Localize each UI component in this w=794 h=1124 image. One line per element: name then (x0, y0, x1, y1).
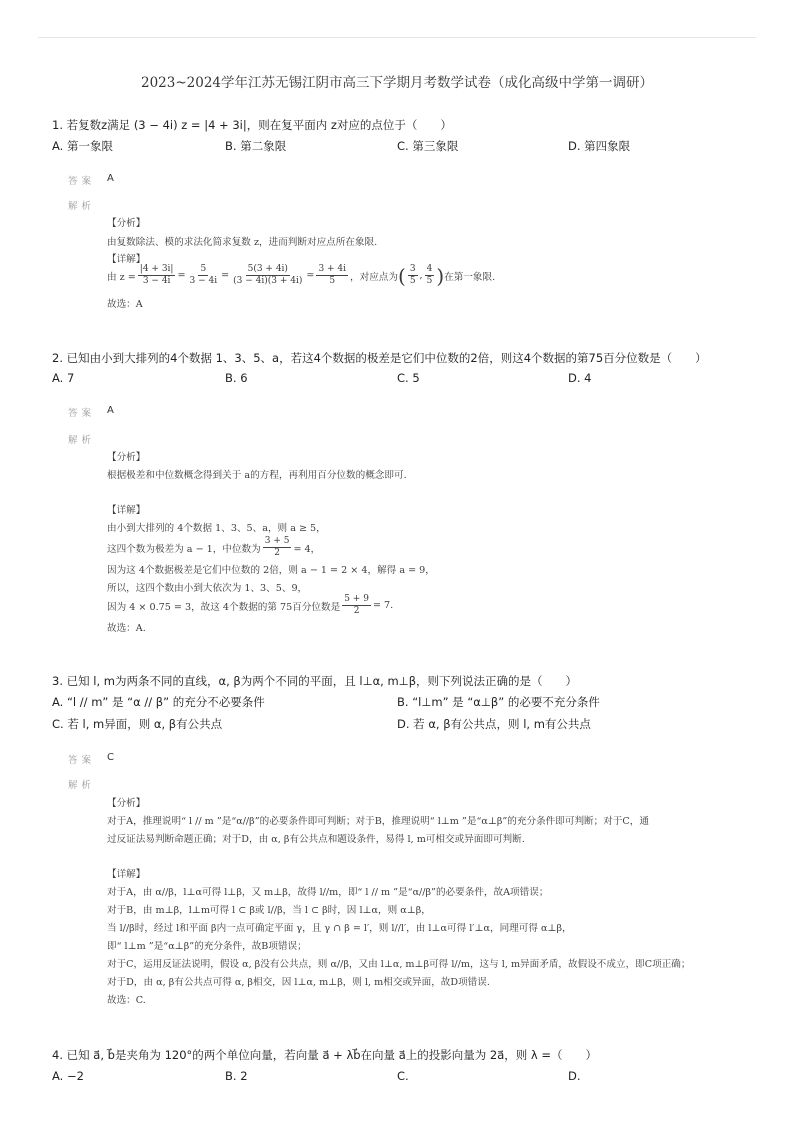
q3-answer-value: C (107, 752, 114, 763)
q1-point-y: $\frac{4}{5}$ (426, 264, 433, 286)
header-divider (38, 37, 756, 38)
q3-step-6: 对于D，由 α, β有公共点可得 α, β相交，因 l⊥α, m⊥β，则 l, m相交或异面，故D项错误. (107, 977, 490, 988)
q2-conclusion: 故选：A. (107, 623, 146, 634)
q2-median-fraction: $\frac{3 + 5}{2}$ (264, 536, 290, 558)
q3-answer-label: 答案 (68, 755, 96, 766)
q2-percentile-fraction: $\frac{5 + 9}{2}$ (344, 594, 369, 616)
q1-solution-equation: 由 z = $\frac{|4 + 3i|}{3 - 4i}$ = $\frac{5}{3 - 4i}$ = $\frac{5(3 + 4i)}{(3 - 4i)(3 + 4i)}$ = $\frac{3 + 4i}{5}$ ，对应点为 ( $\frac{3}{5}$ , $\frac{4}{5}$ ) 在第一象限. (107, 263, 496, 288)
q1-eq-prefix: 由 z = (107, 271, 136, 283)
q2-line-3: 因为这 4个数据极差是它们中位数的 2倍，则 a − 1 = 2 × 4，解得 a = 9， (107, 565, 435, 576)
q1-eq-tail: 在第一象限. (444, 271, 496, 283)
q1-point-x: $\frac{3}{5}$ (409, 264, 416, 286)
q3-fenxi-line-2: 过反证法易判断命题正确；对于D，由 α, β有公共点和题设条件，易得 l, m可相交或异面即可判断. (107, 834, 525, 845)
q1-fraction-1: $\frac{|4 + 3i|}{3 - 4i}$ (139, 264, 174, 286)
q1-eq-mid: ，对应点为 (350, 271, 398, 283)
q1-answer-value: A (107, 173, 114, 184)
q1-option-d[interactable]: D. 第四象限 (568, 139, 631, 153)
q3-fenxi-line-1: 对于A，推理说明“ l // m ”是“α//β”的必要条件即可判断；对于B，推理说明“ l⊥m ”是“α⊥β”的充分条件即可判断；对于C，通 (107, 816, 649, 827)
q2-line-5: 因为 4 × 0.75 = 3，故这 4个数据的第 75百分位数是 $\frac{5 + 9}{2}$ = 7. (107, 594, 394, 616)
q1-option-c[interactable]: C. 第三象限 (397, 139, 459, 153)
q4-option-a[interactable]: A. −2 (52, 1069, 84, 1083)
q3-option-a[interactable]: A. “l // m” 是 “α // β” 的充分不必要条件 (52, 695, 265, 709)
q4-option-c[interactable]: C. (397, 1069, 409, 1083)
q3-step-1: 对于A，由 α//β，l⊥α可得 l⊥β，又 m⊥β，故得 l//m，即“ l // m ”是“α//β”的必要条件，故A项错误； (107, 887, 549, 898)
q1-fraction-2: $\frac{5}{3 - 4i}$ (189, 264, 218, 286)
q1-conclusion: 故选：A (107, 299, 143, 310)
q2-answer-value: A (107, 405, 114, 416)
q3-step-2: 对于B，由 m⊥β，l⊥m可得 l ⊂ β或 l//β，当 l ⊂ β时，因 l⊥α，则 α⊥β， (107, 905, 431, 916)
q1-analysis-label: 解析 (68, 201, 96, 212)
q3-step-3: 当 l//β时，经过 l和平面 β内一点可确定平面 γ，且 γ ∩ β = l′，则 l//l′，由 l⊥α可得 l′⊥α，同理可得 α⊥β， (107, 923, 572, 934)
question-1-stem: 1. 若复数z满足 (3 − 4i) z = |4 + 3i|，则在复平面内 z对应的点位于（ ） (52, 118, 452, 132)
q3-option-d[interactable]: D. 若 α, β有公共点，则 l, m有公共点 (397, 717, 591, 731)
q2-line-2: 这四个数为极差为 a − 1，中位数为 $\frac{3 + 5}{2}$ = 4， (107, 536, 321, 558)
q2-line-1: 由小到大排列的 4个数据 1、3、5、a，则 a ≥ 5， (107, 523, 326, 534)
question-4-stem: 4. 已知 a⃗, b⃗是夹角为 120°的两个单位向量，若向量 a⃗ + λb⃗在向量 a⃗上的投影向量为 2a⃗，则 λ =（ ） (52, 1048, 598, 1062)
q1-fenxi-heading: 【分析】 (107, 218, 146, 229)
q2-option-c[interactable]: C. 5 (397, 371, 420, 385)
q1-fraction-3: $\frac{5(3 + 4i)}{(3 - 4i)(3 + 4i)}$ (233, 264, 303, 286)
q1-answer-label: 答案 (68, 176, 96, 187)
q2-line-4: 所以，这四个数由小到大依次为 1、3、5、9， (107, 583, 308, 594)
q1-xiangjie-heading: 【详解】 (107, 254, 146, 265)
q4-option-d[interactable]: D. (568, 1069, 581, 1083)
q1-fraction-4: $\frac{3 + 4i}{5}$ (318, 264, 347, 286)
q2-option-d[interactable]: D. 4 (568, 371, 592, 385)
q2-xiangjie-heading: 【详解】 (107, 505, 146, 516)
q2-analysis-label: 解析 (68, 435, 96, 446)
q3-option-c[interactable]: C. 若 l, m异面，则 α, β有公共点 (52, 717, 223, 731)
q3-conclusion: 故选：C. (107, 995, 146, 1006)
q3-xiangjie-heading: 【详解】 (107, 869, 146, 880)
q2-option-b[interactable]: B. 6 (225, 371, 248, 385)
q2-fenxi-heading: 【分析】 (107, 452, 146, 463)
q3-step-4: 即“ l⊥m ”是“α⊥β”的充分条件，故B项错误； (107, 941, 307, 952)
q2-option-a[interactable]: A. 7 (52, 371, 75, 385)
q2-answer-label: 答案 (68, 408, 96, 419)
q3-fenxi-heading: 【分析】 (107, 798, 146, 809)
q4-option-b[interactable]: B. 2 (225, 1069, 248, 1083)
question-3-stem: 3. 已知 l, m为两条不同的直线，α, β为两个不同的平面，且 l⊥α, m⊥β，则下列说法正确的是（ ） (52, 674, 578, 688)
q1-option-b[interactable]: B. 第二象限 (225, 139, 287, 153)
q1-fenxi-text: 由复数除法、模的求法化简求复数 z，进而判断对应点所在象限. (107, 237, 378, 248)
q3-analysis-label: 解析 (68, 780, 96, 791)
question-2-stem: 2. 已知由小到大排列的4个数据 1、3、5、a，若这4个数据的极差是它们中位数的2倍，则这4个数据的第75百分位数是（ ） (52, 351, 707, 365)
q1-option-a[interactable]: A. 第一象限 (52, 139, 113, 153)
q3-step-5: 对于C，运用反证法说明，假设 α, β没有公共点，则 α//β，又由 l⊥α, m⊥β可得 l//m，这与 l, m异面矛盾，故假设不成立，即C项正确； (107, 959, 691, 970)
page-title: 2023~2024学年江苏无锡江阴市高三下学期月考数学试卷（成化高级中学第一调研） (140, 75, 654, 91)
q2-fenxi-text: 根据极差和中位数概念得到关于 a的方程，再利用百分位数的概念即可. (107, 470, 407, 481)
q3-option-b[interactable]: B. “l⊥m” 是 “α⊥β” 的必要不充分条件 (397, 695, 600, 709)
